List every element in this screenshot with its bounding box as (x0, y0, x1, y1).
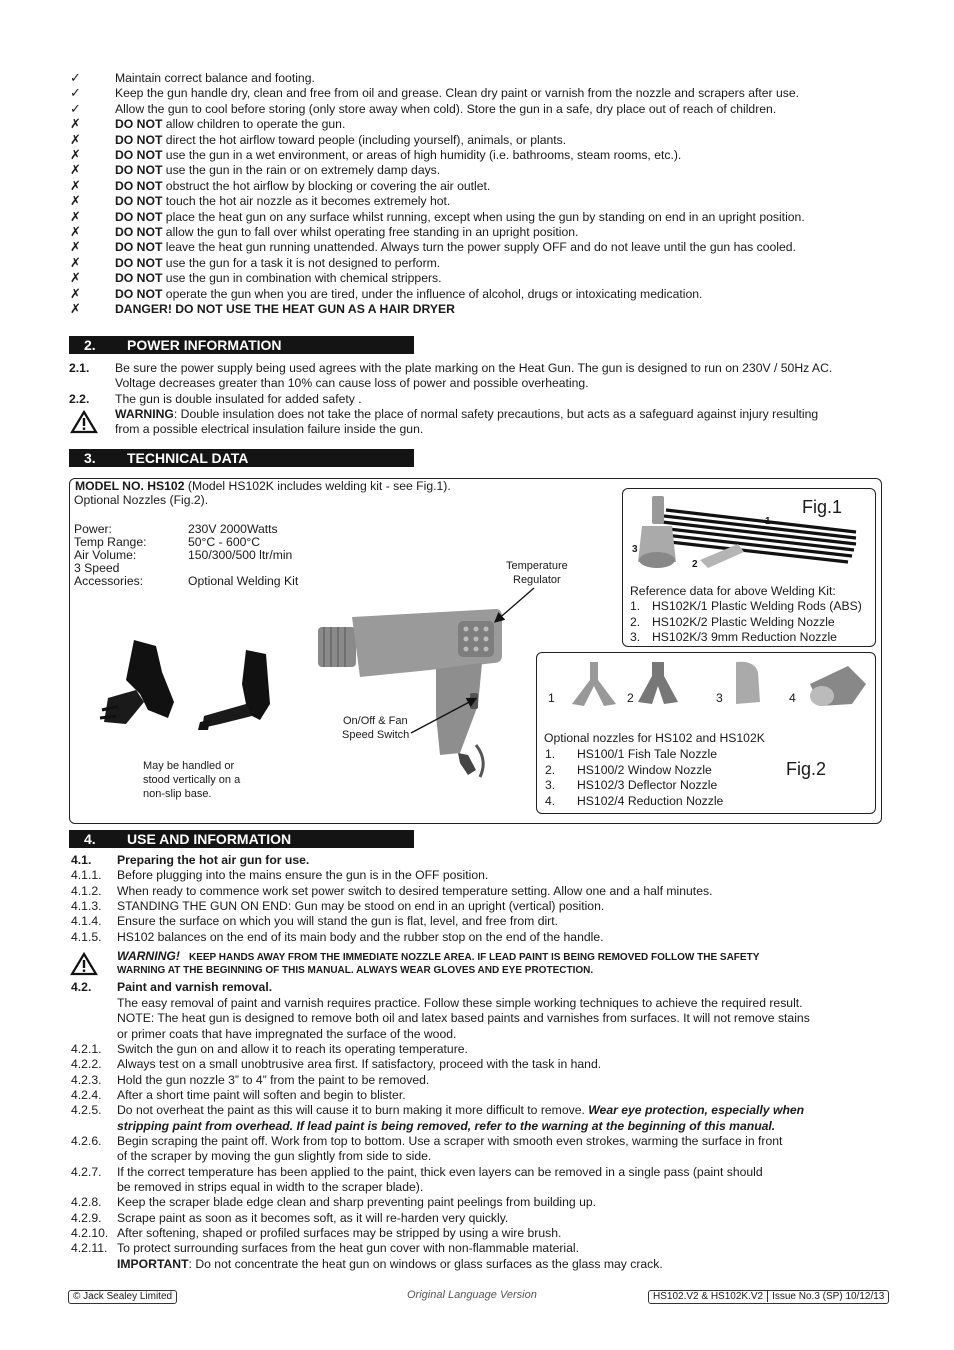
bullet-icon: ✗ (70, 255, 81, 271)
fig2-callout: 1 (548, 691, 555, 705)
spec-label: Temp Range: (74, 535, 147, 549)
fig2-item-text: HS100/1 Fish Tale Nozzle (577, 747, 717, 761)
spec-value: Optional Welding Kit (188, 574, 299, 588)
item-text: Voltage decreases greater than 10% can cause loss of power and possible overheating. (115, 376, 589, 390)
item-text: Preparing the hot air gun for use. (117, 853, 310, 867)
fig1-callout: 2 (692, 559, 698, 570)
item-number: 4.1. (71, 853, 92, 867)
safety-item-emphasis: DO NOT (115, 117, 163, 132)
item-text: NOTE: The heat gun is designed to remove both oil and latex based paints and varnishes from surfaces. It will not remove stains (117, 1011, 810, 1025)
section-header-use: 4. USE AND INFORMATION (69, 830, 414, 848)
bullet-icon: ✓ (70, 86, 81, 102)
fig1-title: Fig.1 (802, 497, 843, 517)
bullet-icon: ✓ (70, 101, 81, 117)
safety-item-emphasis: DO NOT (115, 286, 163, 301)
fig2-ref-title: Optional nozzles for HS102 and HS102K (544, 731, 765, 745)
safety-item-text: place the heat gun on any surface whilst running, except when using the gun by standing on end in an upright position. (162, 209, 805, 224)
item-text: Ensure the surface on which you will stand the gun is flat, level, and free from dirt. (117, 914, 559, 929)
item-number: 4.2.9. (71, 1210, 102, 1225)
item-number: 4.2.7. (71, 1164, 102, 1179)
safety-item-text: leave the heat gun running unattended. Always turn the power supply OFF and do not leave until the gun has cooled. (162, 240, 796, 255)
use-warning: WARNING AT THE BEGINNING OF THIS MANUAL. ALWAYS WEAR GLOVES AND EYE PROTECTION. (117, 965, 594, 976)
safety-item-text: use the gun in the rain or on extremely damp days. (162, 163, 441, 178)
spec-value: 150/300/500 ltr/min (188, 548, 293, 562)
item-text: of the scraper by moving the gun slightly from side to side. (117, 1149, 432, 1164)
item-text: Always test on a small unobtrusive area first. If satisfactory, proceed with the task in hand. (117, 1057, 602, 1072)
item-number: 4.2.8. (71, 1195, 102, 1210)
item-text: The easy removal of paint and varnish requires practice. Follow these simple working techniques to achieve the required result. (117, 996, 803, 1010)
fig1-item-number: 2. (630, 614, 641, 629)
item-number: 4.2.10. (71, 1225, 109, 1240)
bullet-icon: ✗ (70, 209, 81, 225)
safety-item-text: Keep the gun handle dry, clean and free from oil and grease. Clean dry paint or varnish from the nozzle and scrapers after use. (115, 86, 800, 101)
safety-item-text: use the gun for a task it is not designed to perform. (162, 255, 441, 270)
item-text: HS102 balances on the end of its main body and the rubber stop on the end of the handle. (117, 929, 604, 944)
footer-doc-ref: HS102.V2 & HS102K.V2 Issue No.3 (SP) 10/12/13 (648, 1290, 889, 1304)
item-number: 4.2. (71, 980, 92, 994)
bullet-icon: ✗ (70, 194, 81, 210)
safety-item-text: Allow the gun to cool before storing (only store away when cold). Store the gun in a safe, dry place out of reach of children. (115, 101, 777, 116)
item-text: stripping paint from overhead. If lead paint is being removed, refer to the warning at the beginning of this manual. (117, 1119, 776, 1133)
safety-item-emphasis: DANGER! DO NOT USE THE HEAT GUN AS A HAIR DRYER (115, 302, 455, 316)
fig1-item-text: HS102K/1 Plastic Welding Rods (ABS) (652, 599, 862, 613)
fig2-item-text: HS100/2 Window Nozzle (577, 762, 712, 777)
item-number: 4.2.1. (71, 1042, 102, 1056)
fig1-callout: 1 (765, 516, 771, 527)
item-text: STANDING THE GUN ON END: Gun may be stood on end in an upright (vertical) position. (117, 898, 605, 913)
safety-item-text: allow children to operate the gun. (162, 117, 346, 132)
bullet-icon: ✗ (70, 240, 81, 256)
item-text: If the correct temperature has been applied to the paint, thick even layers can be removed in a single pass (paint should (117, 1164, 763, 1179)
bullet-icon: ✗ (70, 117, 81, 133)
bullet-icon: ✗ (70, 132, 81, 148)
bullet-icon: ✗ (70, 271, 81, 287)
item-number: 4.2.3. (71, 1072, 102, 1087)
item-number: 4.1.4. (71, 914, 102, 929)
item-text: be removed in strips equal in width to the scraper blade). (117, 1179, 424, 1194)
safety-item-emphasis: DO NOT (115, 271, 163, 286)
section-header-technical: 3. TECHNICAL DATA (69, 449, 414, 467)
item-text: After softening, shaped or profiled surfaces may be stripped by using a wire brush. (117, 1225, 562, 1240)
section-header-power: 2. POWER INFORMATION (69, 336, 414, 354)
handled-note: May be handled or (143, 760, 235, 772)
fig2-item-text: HS102/3 Deflector Nozzle (577, 778, 718, 792)
fig2-item-number: 1. (545, 747, 556, 761)
warning-triangle-icon (70, 952, 98, 976)
safety-item-emphasis: DO NOT (115, 225, 163, 239)
bullet-icon: ✗ (70, 163, 81, 179)
item-text: Hold the gun nozzle 3” to 4” from the paint to be removed. (117, 1072, 430, 1087)
bullet-icon: ✗ (70, 302, 81, 317)
fig2-item-number: 3. (545, 778, 556, 792)
safety-item-emphasis: DO NOT (115, 255, 163, 270)
item-text: or primer coats that have impregnated the surface of the wood. (117, 1027, 457, 1041)
fig2-callout: 3 (716, 691, 723, 705)
handled-note: stood vertically on a (143, 774, 241, 786)
item-text: The gun is double insulated for added safety . (115, 392, 362, 406)
item-number: 4.2.5. (71, 1103, 102, 1117)
item-text: Keep the scraper blade edge clean and sharp preventing paint peelings from building up. (117, 1195, 597, 1210)
temp-regulator-label: Regulator (513, 574, 561, 586)
spec-value: 50°C - 600°C (188, 535, 261, 549)
item-text: When ready to commence work set power switch to desired temperature setting. Allow one and a half minutes. (117, 883, 713, 898)
item-number: 4.1.5. (71, 929, 102, 944)
item-number: 4.1.3. (71, 898, 102, 913)
item-number: 4.1.1. (71, 868, 102, 883)
bullet-icon: ✗ (70, 148, 81, 163)
fig2-title: Fig.2 (786, 759, 827, 779)
item-number: 2.2. (69, 392, 90, 406)
optional-nozzles-note: Optional Nozzles (Fig.2). (74, 493, 209, 507)
fig2-item-number: 2. (545, 762, 556, 777)
footer-copyright: © Jack Sealey Limited (68, 1290, 177, 1304)
safety-item-emphasis: DO NOT (115, 163, 163, 178)
spec-value: 230V 2000Watts (188, 522, 278, 536)
item-title: Paint and varnish removal. (117, 980, 273, 994)
bullet-icon: ✗ (70, 178, 81, 194)
item-number: 4.2.11. (71, 1241, 108, 1256)
safety-item-emphasis: DO NOT (115, 194, 163, 209)
safety-item-emphasis: DO NOT (115, 148, 163, 162)
fig1-ref-title: Reference data for above Welding Kit: (630, 584, 836, 598)
fig1-callout: 3 (632, 544, 638, 555)
item-number: 4.2.6. (71, 1134, 102, 1148)
item-text: Before plugging into the mains ensure the gun is in the OFF position. (117, 868, 489, 883)
safety-item-text: use the gun in a wet environment, or areas of high humidity (i.e. bathrooms, steam rooms, etc.). (162, 148, 682, 162)
important-note: IMPORTANT: Do not concentrate the heat gun on windows or glass surfaces as the glass may crack. (117, 1257, 663, 1271)
item-text: Scrape paint as soon as it becomes soft, as it will re-harden very quickly. (117, 1210, 509, 1225)
spec-label: Power: (74, 522, 112, 536)
footer-version: Original Language Version (407, 1289, 537, 1301)
fig1-item-text: HS102K/3 9mm Reduction Nozzle (652, 630, 837, 644)
safety-item-emphasis: DO NOT (115, 132, 163, 147)
model-number: MODEL NO. HS102 (Model HS102K includes welding kit - see Fig.1). (75, 479, 451, 493)
fig2-item-number: 4. (545, 793, 556, 808)
use-warning: WARNING! KEEP HANDS AWAY FROM THE IMMEDIATE NOZZLE AREA. IF LEAD PAINT IS BEING REMOVED FOLLOW THE SAFETY (117, 949, 760, 963)
warning-text: from a possible electrical insulation failure inside the gun. (115, 422, 424, 436)
warning-text: WARNING: Double insulation does not take the place of normal safety precautions, but acts as a safeguard against injury resulting (115, 407, 819, 421)
item-text: Begin scraping the paint off. Work from top to bottom. Use a scraper with smooth even strokes, warming the surface in front (117, 1134, 783, 1148)
bullet-icon: ✗ (70, 225, 81, 240)
fig1-item-number: 1. (630, 599, 641, 613)
item-text: To protect surrounding surfaces from the heat gun cover with non-flammable material. (117, 1241, 579, 1256)
spec-label: Air Volume: (74, 548, 137, 562)
fig1-item-number: 3. (630, 630, 641, 644)
handled-note: non-slip base. (143, 788, 212, 800)
safety-item-emphasis: DO NOT (115, 240, 163, 255)
safety-item-text: operate the gun when you are tired, under the influence of alcohol, drugs or intoxicating medication. (162, 286, 703, 301)
fig2-item-text: HS102/4 Reduction Nozzle (577, 793, 724, 808)
welding-kit-icon (626, 492, 862, 574)
safety-item-text: use the gun in combination with chemical strippers. (162, 271, 442, 286)
fig2-callout: 4 (789, 691, 796, 705)
safety-item-text: Maintain correct balance and footing. (115, 71, 315, 85)
safety-item-emphasis: DO NOT (115, 178, 163, 193)
item-text: Be sure the power supply being used agrees with the plate marking on the Heat Gun. The gun is designed to run on 230V / 50Hz AC. (115, 361, 833, 375)
item-text: Do not overheat the paint as this will cause it to burn making it more difficult to remove. Wear eye protection, especially when (117, 1103, 805, 1117)
item-text: Switch the gun on and allow it to reach its operating temperature. (117, 1042, 468, 1056)
item-number: 2.1. (69, 361, 90, 375)
item-number: 4.1.2. (71, 883, 102, 898)
bullet-icon: ✓ (70, 71, 81, 86)
spec-label: Accessories: (74, 574, 144, 588)
safety-item-emphasis: DO NOT (115, 209, 163, 224)
item-text: After a short time paint will soften and begin to blister. (117, 1087, 406, 1102)
fig2-callout: 2 (627, 691, 634, 705)
safety-item-text: touch the hot air nozzle as it becomes extremely hot. (162, 194, 451, 209)
fig1-item-text: HS102K/2 Plastic Welding Nozzle (652, 614, 835, 629)
safety-item-text: allow the gun to fall over whilst operating free standing in an upright position. (162, 225, 579, 239)
item-number: 4.2.2. (71, 1057, 102, 1072)
item-number: 4.2.4. (71, 1087, 102, 1102)
safety-item-text: obstruct the hot airflow by blocking or covering the air outlet. (162, 178, 491, 193)
spec-label: 3 Speed (74, 561, 120, 575)
switch-label: Speed Switch (342, 729, 410, 741)
switch-label: On/Off & Fan (343, 715, 408, 727)
bullet-icon: ✗ (70, 286, 81, 302)
safety-item-text: direct the hot airflow toward people (including yourself), animals, or plants. (162, 132, 567, 147)
temp-regulator-label: Temperature (506, 560, 568, 572)
